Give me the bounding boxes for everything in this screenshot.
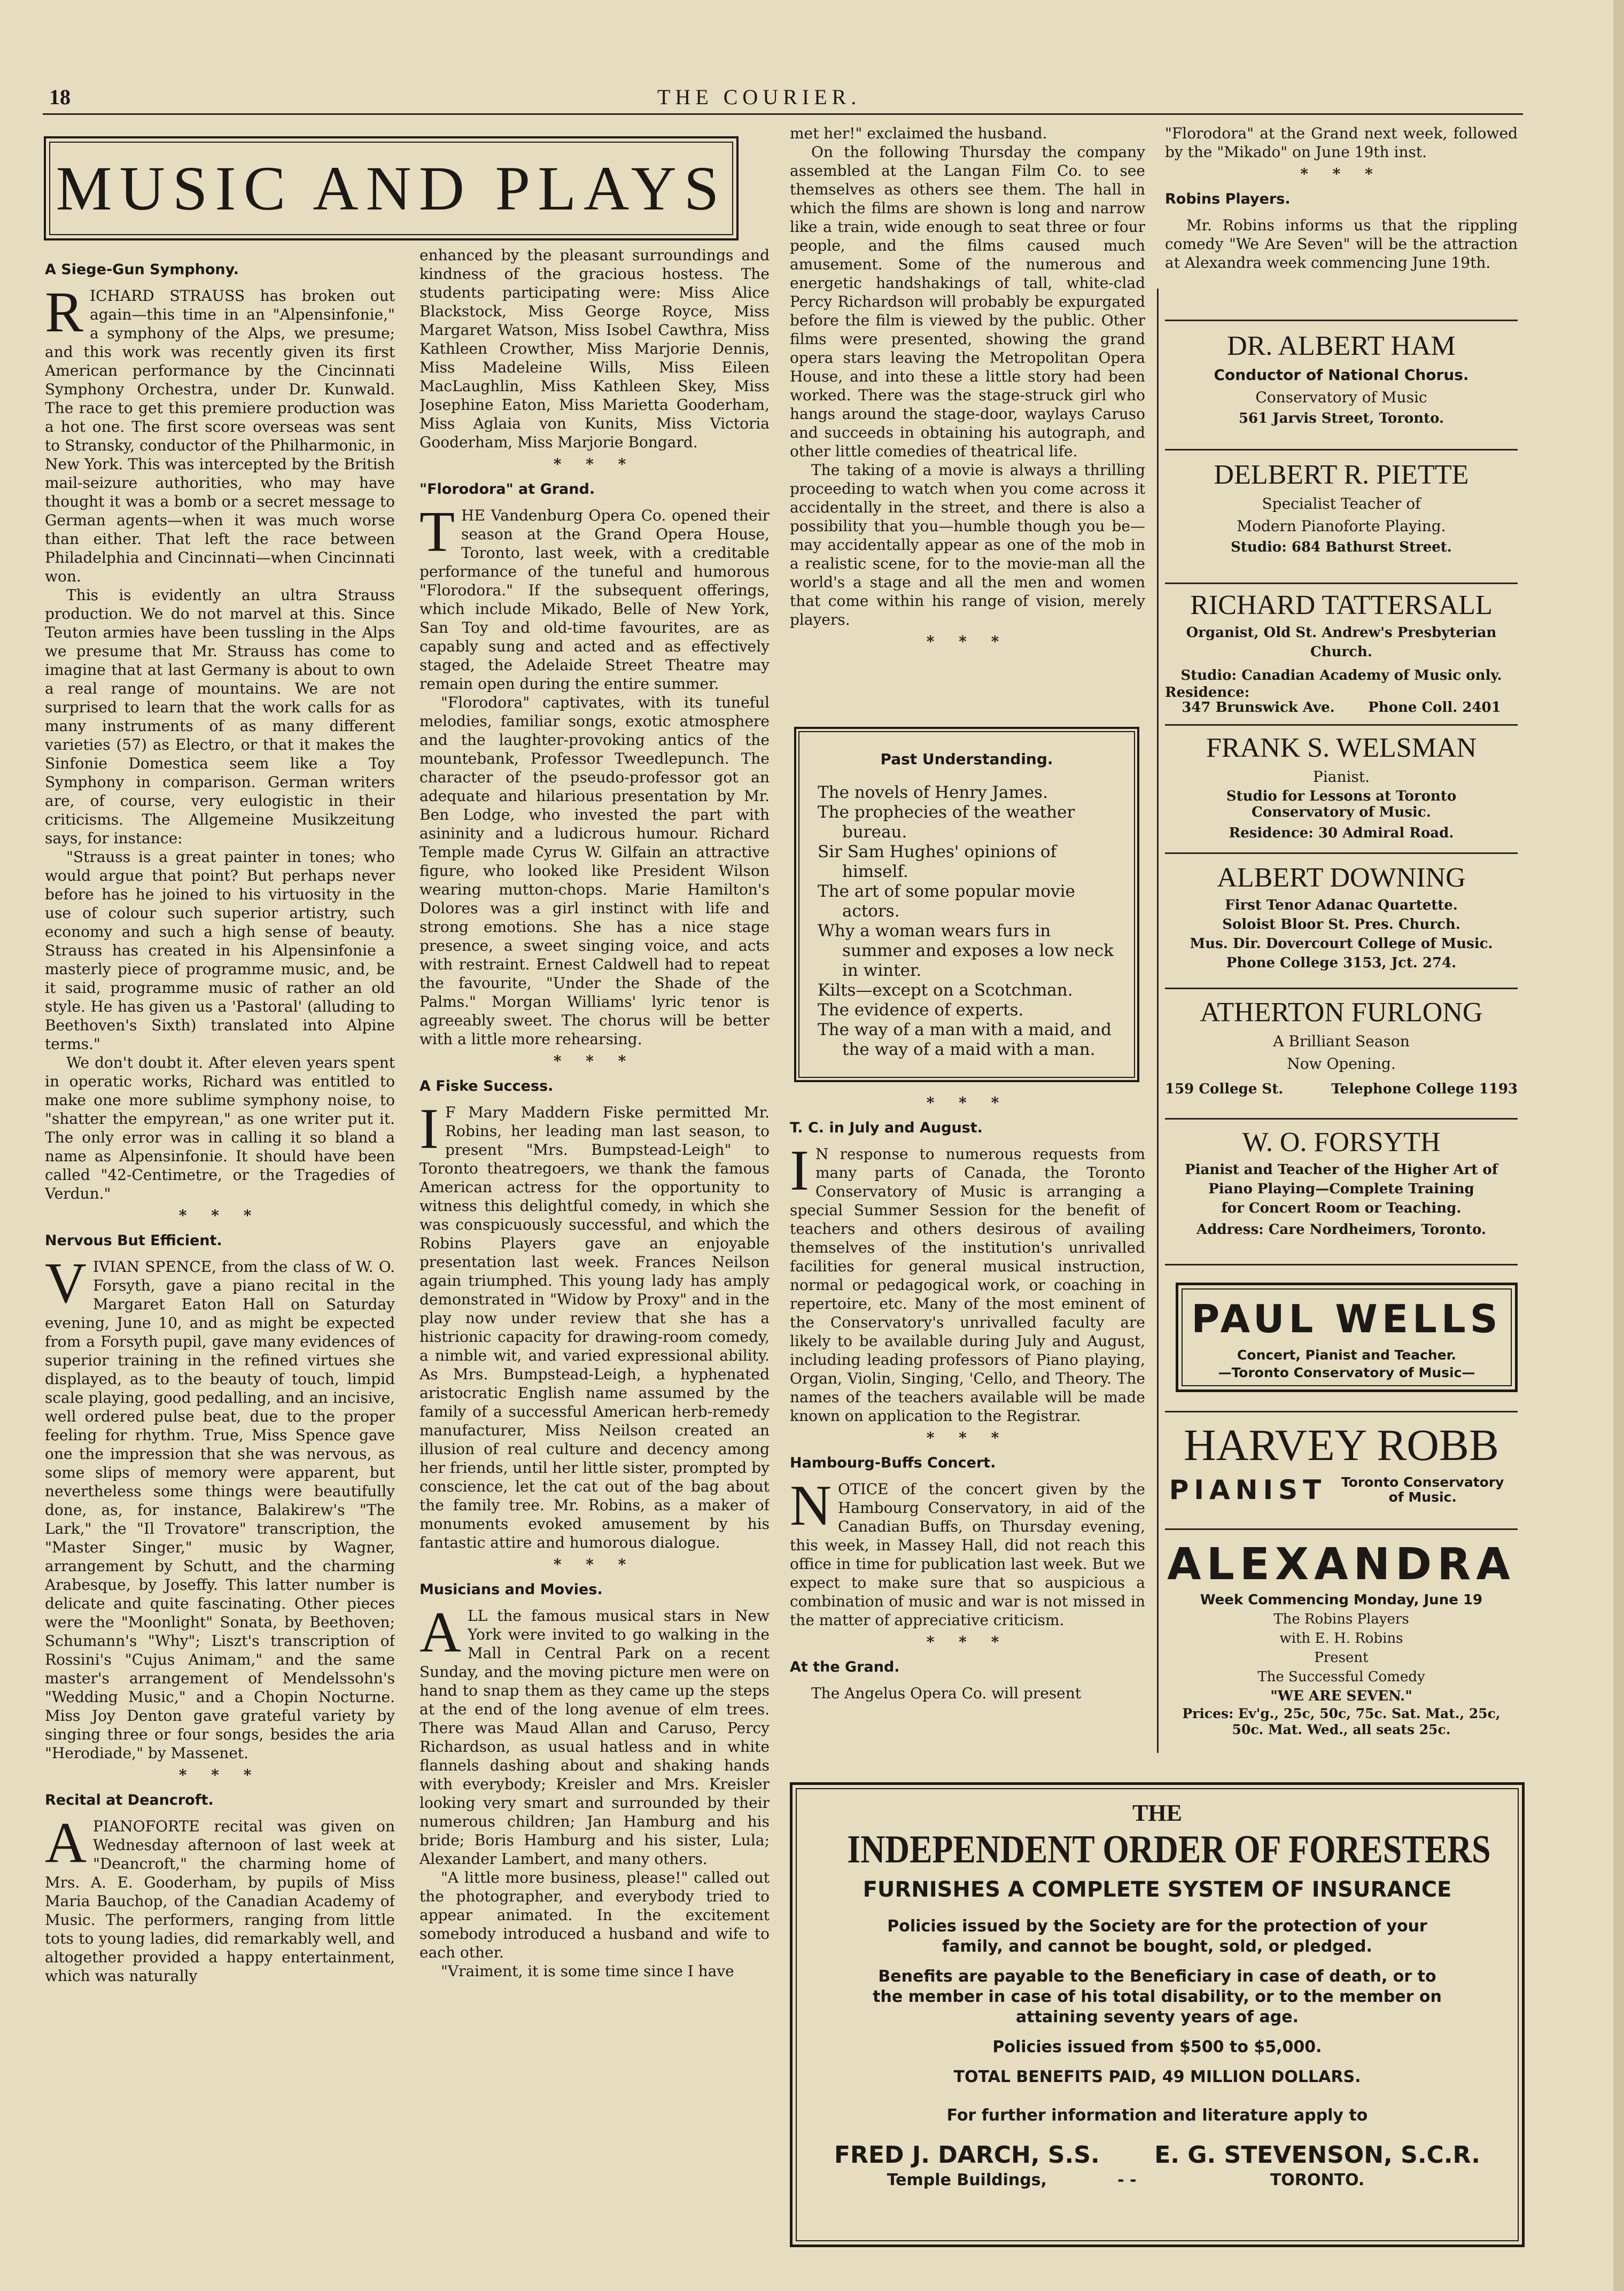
card-line: 159 College St.: [1165, 1081, 1284, 1097]
paragraph-text: N response to numerous requests from many parts of Canada, the Toronto Conservatory of Music is arranging a special Summer Session for the benefit of teachers and others desirous of availing themselves of the institution's unrivalled facilities for general musical instruction, normal or pedagogical work, or coaching in repertoire, etc. Many of the most eminent of the Conservatory's unrivalled faculty are likely to be available during July and August, including leading professors of Piano playing, Organ, Violin, Singing, 'Cello, and Theory. The names of the teachers available will be made known on application to the Registrar.: [790, 1145, 1145, 1425]
drop-cap: R: [45, 281, 84, 344]
card-line: with E. H. Robins: [1279, 1630, 1403, 1647]
column-2: [419, 246, 770, 2285]
card-divider: [1165, 1528, 1518, 1530]
article-heading: A Fiske Success.: [419, 1078, 554, 1094]
card-line: Organist, Old St. Andrew's Presbyterian Church.: [1186, 625, 1497, 660]
ad-agents: [797, 2141, 1518, 2191]
drop-cap: A: [419, 1601, 461, 1664]
drop-cap: T: [419, 500, 455, 564]
card-line: Modern Pianoforte Playing.: [1237, 517, 1446, 535]
page-number: 18: [49, 85, 71, 109]
card-name: DELBERT R. PIETTE: [1214, 460, 1469, 490]
card-line: Specialist Teacher of: [1262, 495, 1421, 512]
card-albert-ham: [1165, 329, 1518, 428]
section-separator: * * *: [178, 1766, 261, 1784]
ad-paragraph: For further information and literature apply to: [946, 2106, 1368, 2125]
article-heading: T. C. in July and August.: [790, 1120, 983, 1136]
ad-paragraph: Benefits are payable to the Beneficiary in case of death, or to the member in case of his total disability, or to the member on attaining seventy years of age.: [873, 1967, 1442, 2026]
card-albert-downing: [1165, 860, 1518, 973]
running-head: THE COURIER.: [657, 85, 861, 109]
card-line: Telephone College 1193: [1331, 1081, 1518, 1097]
article-paragraph: The Angelus Opera Co. will present: [811, 1684, 1082, 1702]
article-heading: A Siege-Gun Symphony.: [45, 261, 239, 278]
column-4: [1165, 124, 1518, 306]
article-heading: "Florodora" at Grand.: [419, 481, 595, 498]
past-understanding-item: Why a woman wears furs in summer and exposes a low neck in winter.: [818, 921, 1114, 980]
card-divider: [1165, 1411, 1518, 1412]
card-divider: [1165, 724, 1518, 726]
card-line: Mus. Dir. Dovercourt College of Music.: [1190, 936, 1493, 952]
section-separator: * * *: [926, 633, 1009, 650]
article-paragraph: [45, 1252, 395, 1762]
past-understanding-item: The art of some popular movie actors.: [818, 882, 1075, 921]
paragraph-text: F Mary Maddern Fiske permitted Mr. Robins, her leading man last season, to present "Mrs. Bumpstead-Leigh" to Toronto theatregoers, we thank the famous American actress for the opportunity to witness this delightful comedy, in which she was conspicuously successful, and which the Robins Players gave an enjoyable presentation last week. Frances Neilson again triumphed. This young lady has amply demonstrated in "Widow by Proxy" and in the play now under review that she has a histrionic capacity for drawing-room comedy, a nimble wit, and varied expressional ability. As Mrs. Bumpstead-Leigh, a hyphenated aristocratic English name assumed by the family of a successful American herb-remedy manufacturer, Miss Neilson created an illusion of real culture and decency among her friends, until her little sister, prompted by conscience, let the cat out of the bag about the family tree. Mr. Robins, as a maker of monuments evoked amusement by his fantastic attire and humorous dialogue.: [419, 1104, 770, 1551]
article-paragraph: [45, 281, 395, 586]
card-line: Address: Care Nordheimers, Toronto.: [1196, 1222, 1486, 1238]
drop-cap: A: [45, 1811, 87, 1875]
card-line: A Brilliant Season: [1273, 1032, 1410, 1050]
card-name: HARVEY ROBB: [1184, 1420, 1499, 1470]
agent-name: E. G. STEVENSON, S.C.R.: [1154, 2141, 1480, 2169]
past-understanding-list: [818, 783, 1116, 1060]
card-name: RICHARD TATTERSALL: [1190, 590, 1493, 620]
column-divider: [1157, 289, 1159, 1753]
past-understanding-item: Kilts—except on a Scotchman.: [818, 981, 1073, 1000]
masthead-title: MUSIC AND PLAYS: [56, 153, 727, 223]
card-line: Studio: 684 Bathurst Street.: [1231, 539, 1452, 555]
card-line: Pianist and Teacher of the Higher Art of Piano Playing—Complete Training: [1185, 1162, 1498, 1197]
card-line: The Successful Comedy: [1257, 1669, 1425, 1685]
card-harvey-robb: [1165, 1419, 1518, 1505]
article-paragraph: [419, 500, 770, 693]
past-understanding-title: Past Understanding.: [880, 750, 1053, 768]
past-understanding-item: The way of a man with a maid, and the way of a maid with a man.: [818, 1020, 1112, 1059]
card-delbert-piette: [1165, 457, 1518, 557]
card-line: PIANIST: [1169, 1474, 1327, 1505]
card-wo-forsyth: [1165, 1125, 1518, 1239]
page-gutter: [1613, 0, 1624, 2291]
article-paragraph: "A little more business, please!" called out the photographer, and everybody tried to appear animated. In the excitement somebody introduced a husband and wife to each other.: [419, 1869, 770, 1961]
article-paragraph: enhanced by the pleasant surroundings and kindness of the gracious hostess. The students participating were: Miss Alice Blackstock, Miss George Royce, Miss Margaret Watson, Miss Isobel Cawthra, Miss Kathleen Crowther, Miss Marjorie Dennis, Miss Madeleine Wills, Miss Eileen MacLaughlin, Miss Kathleen Skey, Miss Josephine Eaton, Miss Marietta Gooderham, Miss Aglaia von Kunits, Miss Victoria Gooderham, Miss Marjorie Bongard.: [419, 246, 770, 451]
article-paragraph: Mr. Robins informs us that the rippling comedy "We Are Seven" will be the attraction at Alexandra week commencing June 19th.: [1165, 216, 1518, 271]
card-name: ALEXANDRA: [1167, 1539, 1516, 1590]
card-divider: [1165, 988, 1518, 989]
card-name: DR. ALBERT HAM: [1227, 331, 1456, 361]
card-line: Residence: 30 Admiral Road.: [1229, 825, 1454, 841]
card-divider: [1165, 583, 1518, 584]
card-frank-welsman: [1165, 731, 1518, 843]
past-understanding-item: The evidence of experts.: [818, 1000, 1024, 1020]
card-paul-wells: [1176, 1283, 1518, 1392]
card-name: ALBERT DOWNING: [1217, 863, 1466, 893]
past-understanding-item: The novels of Henry James.: [818, 783, 1048, 802]
column-3-bottom: [790, 1090, 1145, 1774]
article-paragraph: We don't doubt it. After eleven years spent in operatic works, Richard was entitled to make one more sublime symphony noise, to "shatter the empyrean," as one writer put it. The only error was in calling it so bland a name as Alpensinfonie. It should have been called "42-Centimetre, or the Tragedies of Verdun.": [45, 1054, 395, 1202]
article-paragraph: [45, 1811, 395, 1985]
card-line: Conservatory of Music: [1255, 389, 1427, 406]
section-separator: * * *: [553, 1556, 636, 1573]
card-richard-tattersall: [1165, 588, 1518, 715]
ad-line: THE: [1132, 1800, 1182, 1826]
paragraph-text: HE Vandenburg Opera Co. opened their season at the Grand Opera House, Toronto, last week, with a creditable performance of the tuneful and humorous "Florodora." If the subsequent offerings, which include Mikado, Belle of New York, San Toy and old-time favourites, are as capably sung and acted and as effectively staged, the Adelaide Street Theatre may remain open during the entire summer.: [419, 507, 770, 693]
card-line: First Tenor Adanac Quartette.: [1225, 897, 1458, 913]
section-separator: * * *: [178, 1207, 261, 1224]
card-divider: [1165, 852, 1518, 854]
card-divider: [1165, 1118, 1518, 1120]
card-line: Week Commencing Monday, June 19: [1200, 1592, 1483, 1608]
ad-subtitle: FURNISHES A COMPLETE SYSTEM OF INSURANCE: [862, 1877, 1452, 1902]
section-separator: * * *: [926, 1429, 1009, 1447]
article-paragraph: "Florodora" at the Grand next week, followed by the "Mikado" on June 19th inst.: [1165, 125, 1518, 161]
section-separator: * * *: [1300, 165, 1382, 183]
card-line: Pianist.: [1313, 768, 1370, 786]
card-line: The Robins Players: [1273, 1611, 1409, 1627]
card-name: PAUL WELLS: [1191, 1296, 1502, 1341]
card-alexandra: [1165, 1539, 1518, 1738]
section-separator: * * *: [926, 1094, 1009, 1112]
article-paragraph: This is evidently an ultra Strauss production. We do not marvel at this. Since Teuton armies have been tussling in the Alps we presume that Mr. Strauss has come to imagine that at last Germany is about to own a real range of mountains. We are not surprised to learn that the work calls for as many instruments of as many different varieties (57) as Electro, or that it makes the Sinfonie Domestica seem like a Toy Symphony in comparison. German writers are, of course, very eulogistic in their criticisms. The Allgemeine Musikzeitung says, for instance:: [45, 586, 395, 847]
card-line: Soloist Bloor St. Pres. Church.: [1222, 917, 1460, 933]
article-heading: Musicians and Movies.: [419, 1581, 603, 1598]
card-line: —Toronto Conservatory of Music—: [1218, 1365, 1475, 1380]
card-line: Prices: Ev'g., 25c, 50c, 75c. Sat. Mat., 25c, 50c. Mat. Wed., all seats 25c.: [1182, 1706, 1501, 1737]
card-line: Conductor of National Chorus.: [1214, 366, 1469, 384]
past-understanding-item: The prophecies of the weather bureau.: [818, 803, 1075, 842]
article-paragraph: "Vraiment, it is some time since I have: [441, 1962, 734, 1980]
past-understanding-box: [794, 727, 1139, 1082]
agent-address: TORONTO.: [1270, 2171, 1365, 2189]
article-heading: Robins Players.: [1165, 191, 1291, 207]
card-divider: [1165, 449, 1518, 451]
card-line: Studio for Lessons at Toronto Conservatory of Music.: [1226, 788, 1457, 820]
card-line: 347 Brunswick Ave.: [1182, 700, 1335, 716]
drop-cap: I: [419, 1097, 439, 1161]
article-paragraph: [419, 1601, 770, 1868]
ad-title: INDEPENDENT ORDER OF FORESTERS: [847, 1828, 1491, 1871]
paragraph-text: ICHARD STRAUSS has broken out again—this time in an "Alpensinfonie," a symphony of the Alps, we presume; and this work was recently given its first American performance by the Cincinnati Symphony Orchestra, under Dr. Kunwald. The race to get this premiere production was a hot one. The first score overseas was sent to Stransky, conductor of the Philharmonic, in New York. This was intercepted by the British mail-seizure authorities, who may have thought it was a bomb or a secret message to German agents—when it was much worse than either. That left the race between Philadelphia and Cincinnati—when Cincinnati won.: [45, 287, 395, 585]
ad-paragraph: TOTAL BENEFITS PAID, 49 MILLION DOLLARS.: [953, 2068, 1361, 2086]
drop-cap: I: [790, 1139, 809, 1202]
column-3-top: [790, 124, 1145, 717]
section-separator: * * *: [553, 1052, 636, 1070]
article-paragraph: "Florodora" captivates, with its tuneful melodies, familiar songs, exotic atmosphere and the laughter-provoking antics of the mountebank, Professor Tweedlepunch. The character of the pseudo-professor got an adequate and hilarious presentation by Mr. Ben Lodge, who invested the part with asininity and a ludicrous humour. Richard Temple made Cyrus W. Gilfain an attractive figure, who looked like President Wilson wearing mutton-chops. Marie Hamilton's Dolores was a girl instinct with life and strong emotions. She has a nice stage presence, a sweet singing voice, and acts with restraint. Ernest Caldwell had to repeat the favourite, "Under the Shade of the Palms." Morgan Williams' lyric tenor is agreeably sweet. The chorus will be better with a little more rehearsing.: [419, 694, 770, 1048]
article-heading: Hambourg-Buffs Concert.: [790, 1455, 996, 1471]
card-line: 561 Jarvis Street, Toronto.: [1238, 410, 1444, 426]
paragraph-text: PIANOFORTE recital was given on Wednesday afternoon of last week at "Deancroft," the charming home of Mrs. A. E. Gooderham, by pupils of Miss Maria Bauchop, of the Canadian Academy of Music. The performers, ranging from little tots to young ladies, did remarkably well, and altogether provided a happy entertainment, which was naturally: [45, 1818, 395, 1985]
drop-cap: N: [790, 1474, 832, 1537]
card-line: Now Opening.: [1287, 1055, 1396, 1073]
foresters-advertisement: [790, 1782, 1525, 2247]
card-line: for Concert Room or Teaching.: [1221, 1200, 1462, 1216]
past-understanding-item: Sir Sam Hughes' opinions of himself.: [818, 842, 1057, 881]
paragraph-text: IVIAN SPENCE, from the class of W. O. Forsyth, gave a piano recital in the Margaret Eaton Hall on Saturday evening, June 10, and as might be expected from a Forsyth pupil, gave many evidences of superior training in the refined virtues she displayed, as to the beauty of touch, limpid scale playing, good pedalling, and an incisive, well ordered pulse beat, due to the proper feeling for rhythm. True, Miss Spence gave one the impression that she was nervous, as some slips of memory were apparent, but nevertheless some things were beautifully done, as, for instance, Balakirew's "The Lark," the "Il Trovatore" transcription, the "Master Singer," music by Wagner, arrangement by Schutt, and the charming Arabesque, by Joseffy. This latter number is delicate and quite fascinating. Other pieces were the "Moonlight" Sonata, by Beethoven; Schumann's "Why"; Liszt's transcription of Rossini's "Cujus Animam," and the same master's arrangement of Mendelssohn's "Wedding Music," and a Chopin Nocturne. Miss Joy Denton gave grateful variety by singing three or four songs, besides the aria "Herodiade," by Massenet.: [45, 1258, 395, 1762]
card-line: Studio: Canadian Academy of Music only.: [1180, 667, 1502, 684]
article-heading: Nervous But Efficient.: [45, 1232, 222, 1249]
column-1: [45, 254, 395, 2285]
card-atherton-furlong: [1165, 995, 1518, 1099]
article-paragraph: The taking of a movie is always a thrilling proceeding to watch when you come across it accidentally in the street, and there is also a possibility that you—humble though you be—may accidentally appear as one of the mob in a realistic scene, for to the movie-man all the world's a stage and all the men and women that come within his range of vision, merely players.: [790, 461, 1145, 628]
ad-paragraph: Policies issued from $500 to $5,000.: [992, 2038, 1322, 2056]
drop-cap: V: [45, 1252, 87, 1315]
article-paragraph: [790, 1139, 1145, 1425]
card-name: FRANK S. WELSMAN: [1206, 733, 1477, 763]
agent-name: FRED J. DARCH, S.S.: [834, 2141, 1100, 2169]
card-line: Residence:: [1165, 685, 1250, 701]
article-heading: Recital at Deancroft.: [45, 1792, 214, 1808]
agent-address: Temple Buildings,: [887, 2171, 1047, 2189]
article-heading: At the Grand.: [790, 1659, 900, 1675]
article-paragraph: [790, 1474, 1145, 1629]
article-paragraph: [419, 1097, 770, 1552]
card-divider: [1165, 320, 1518, 321]
article-paragraph: On the following Thursday the company assembled at the Langan Film Co. to see themselves as others see them. The hall in which the films are shown is long and narrow like a train, wide enough to seat three or four people, and the films caused much amusement. Some of the numerous and energetic handshakings of tall, white-clad Percy Richardson will probably be expurgated before the film is viewed by the public. Other films were presented, showing the grand opera stars leaving the Metropolitan Opera House, and into these a little story had been worked. There was the stage-struck girl who hangs around the stage-door, waylays Caruso and succeeds in obtaining his autograph, and other little comedies of theatrical life.: [790, 143, 1145, 460]
paragraph-text: OTICE of the concert given by the Hambourg Conservatory, in aid of the Canadian Buffs, on Thursday evening, this week, in Massey Hall, did not reach this office in time for publication last week. But we expect to make sure that so auspicious a combination of music and war is not missed in the matter of appreciative criticism.: [790, 1480, 1145, 1629]
card-line: Phone College 3153, Jct. 274.: [1226, 955, 1457, 971]
agent-separator: - -: [1117, 2171, 1137, 2189]
card-divider: [1165, 1264, 1518, 1265]
section-separator: * * *: [926, 1633, 1009, 1651]
ad-paragraph: Policies issued by the Society are for the protection of your family, and cannot be bought, sold, or pledged.: [887, 1917, 1427, 1956]
article-paragraph: met her!" exclaimed the husband.: [790, 125, 1047, 142]
card-name: ATHERTON FURLONG: [1200, 997, 1483, 1028]
card-name: W. O. FORSYTH: [1242, 1127, 1441, 1158]
card-line: "WE ARE SEVEN.": [1270, 1688, 1412, 1704]
article-paragraph: "Strauss is a great painter in tones; who would argue that point? But perhaps never before has he joined to his virtuosity in the use of colour such superior artistry, such economy and such a high sense of beauty. Strauss has created in his Alpensinfonie a masterly piece of programme music, and, be it said, programme music of rather an old style. He has given us a 'Pastoral' (alluding to Beethoven's Sixth) translated into Alpine terms.": [45, 848, 395, 1053]
header-rule: [43, 113, 1523, 115]
paragraph-text: LL the famous musical stars in New York were invited to go walking in the Mall in Central Park on a recent Sunday, and the moving picture men were on hand to snap them as they came up the steps at the end of the long avenue of elm trees. There was Maud Allan and Caruso, Percy Richardson, as usual hatless and in white flannels dashing about and shaking hands with everybody; Kreisler and Mrs. Kreisler looking very smart and surrounded by their numerous children; Jan Hamburg and his bride; Boris Hamburg and his sister, Lula; Alexander Lambert, and many others.: [419, 1607, 770, 1868]
card-line: Concert, Pianist and Teacher.: [1237, 1347, 1456, 1363]
section-separator: * * *: [553, 455, 636, 473]
card-line: Phone Coll. 2401: [1368, 700, 1501, 716]
section-masthead: [44, 136, 739, 240]
card-line: Present: [1314, 1650, 1369, 1666]
card-line: Toronto Conservatory of Music.: [1341, 1474, 1504, 1505]
